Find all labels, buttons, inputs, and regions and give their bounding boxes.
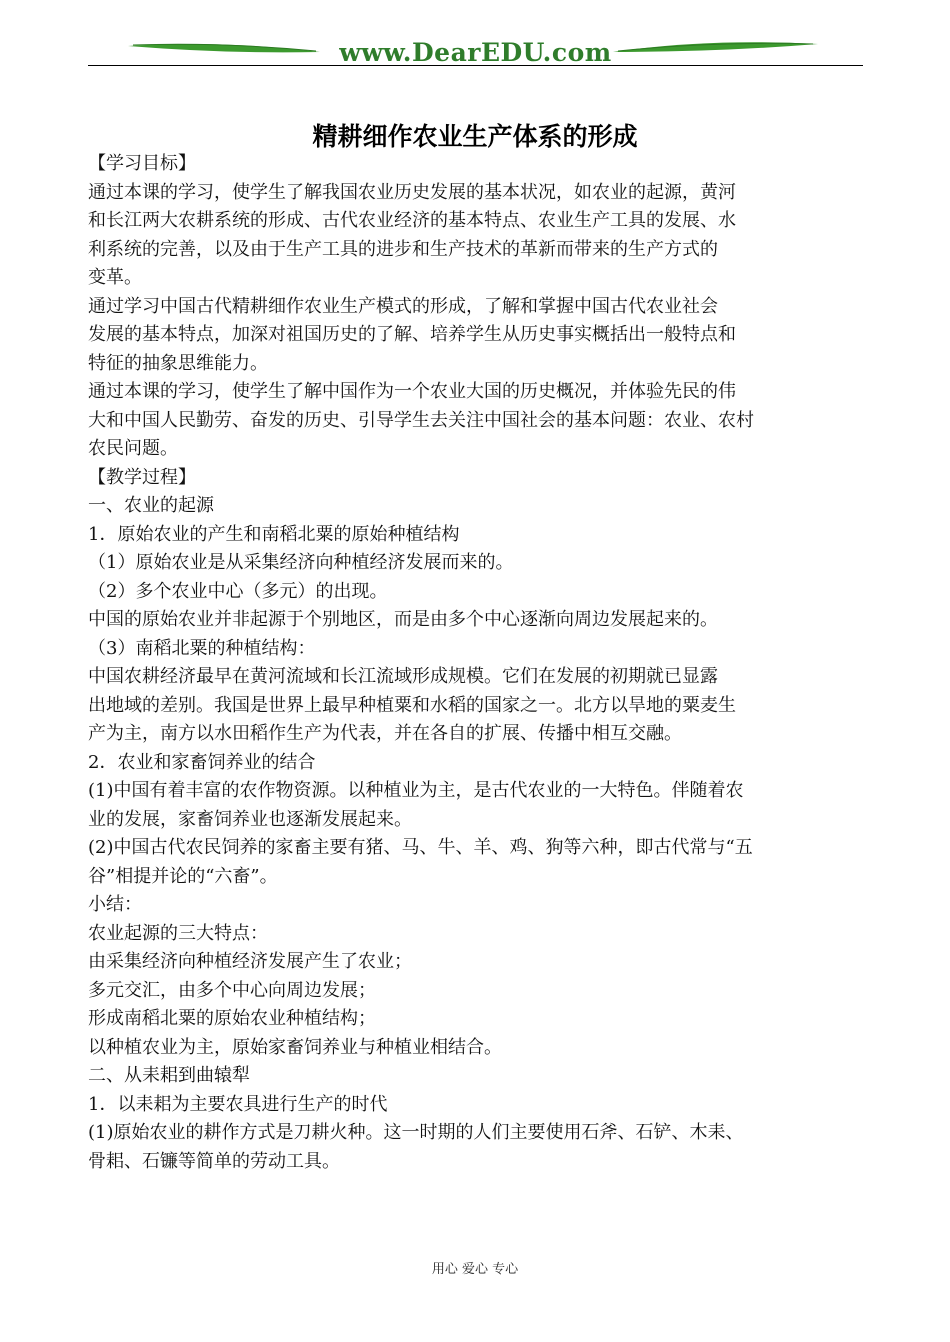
text-line: 大和中国人民勤劳、奋发的历史、引导学生去关注中国社会的基本问题：农业、农村 <box>88 409 754 431</box>
document-title: 精耕细作农业生产体系的形成 <box>312 122 638 151</box>
text-line: 1．以耒耜为主要农具进行生产的时代 <box>88 1093 388 1115</box>
text-line: 农民问题。 <box>88 438 178 459</box>
text-line: 中国的原始农业并非起源于个别地区，而是由多个中心逐渐向周边发展起来的。 <box>88 609 718 630</box>
text-line: 形成南稻北粟的原始农业种植结构； <box>88 1008 376 1029</box>
text-line: 多元交汇，由多个中心向周边发展； <box>88 979 376 1001</box>
text-line: 以种植农业为主，原始家畜饲养业与种植业相结合。 <box>88 1036 502 1058</box>
text-line: 出地域的差别。我国是世界上最早种植粟和水稻的国家之一。北方以旱地的粟麦生 <box>88 694 736 716</box>
text-line: 业的发展，家畜饲养业也逐渐发展起来。 <box>88 808 412 830</box>
text-line: 和长江两大农耕系统的形成、古代农业经济的基本特点、农业生产工具的发展、水 <box>88 210 736 231</box>
text-line: 2．农业和家畜饲养业的结合 <box>88 751 316 773</box>
text-line: (1)中国有着丰富的农作物资源。以种植业为主，是古代农业的一大特色。伴随着农 <box>88 780 744 801</box>
text-line: 特征的抽象思维能力。 <box>88 352 268 374</box>
text-line: 一、农业的起源 <box>88 495 214 516</box>
text-line: 发展的基本特点，加深对祖国历史的了解、培养学生从历史事实概括出一般特点和 <box>88 324 736 345</box>
text-line: 变革。 <box>88 267 142 288</box>
text-line: 中国农耕经济最早在黄河流域和长江流域形成规模。它们在发展的初期就已显露 <box>88 666 718 687</box>
header-divider <box>88 65 863 66</box>
text-line: 通过本课的学习，使学生了解我国农业历史发展的基本状况，如农业的起源，黄河 <box>88 181 736 203</box>
text-line: 由采集经济向种植经济发展产生了农业； <box>88 951 412 972</box>
text-line: （3）南稻北粟的种植结构： <box>88 637 316 659</box>
text-line: (1)原始农业的耕作方式是刀耕火种。这一时期的人们主要使用石斧、石铲、木耒、 <box>88 1122 744 1143</box>
text-line: 骨耜、石镰等简单的劳动工具。 <box>88 1150 340 1172</box>
text-line: 谷”相提并论的“六畜”。 <box>88 865 278 887</box>
text-line: 二、从耒耜到曲辕犁 <box>88 1065 250 1086</box>
text-line: 农业起源的三大特点： <box>88 922 268 944</box>
text-line: 产为主，南方以水田稻作生产为代表，并在各自的扩展、传播中相互交融。 <box>88 723 682 744</box>
page-footer: 用心 爱心 专心 <box>431 1262 519 1277</box>
text-line: 【教学过程】 <box>88 466 196 488</box>
site-header-banner <box>88 30 863 70</box>
text-line: 1．原始农业的产生和南稻北粟的原始种植结构 <box>88 523 460 545</box>
text-line: (2)中国古代农民饲养的家畜主要有猪、马、牛、羊、鸡、狗等六种，即古代常与“五 <box>88 837 753 858</box>
text-line: 通过学习中国古代精耕细作农业生产模式的形成，了解和掌握中国古代农业社会 <box>88 295 718 317</box>
text-line: 通过本课的学习，使学生了解中国作为一个农业大国的历史概况，并体验先民的伟 <box>88 381 736 402</box>
text-line: （2）多个农业中心（多元）的出现。 <box>88 580 388 602</box>
site-logo-text: www.DearEDU.com <box>339 38 612 67</box>
document-body <box>88 150 863 1176</box>
text-line: 利系统的完善，以及由于生产工具的进步和生产技术的革新而带来的生产方式的 <box>88 238 718 260</box>
text-line: 小结： <box>88 894 142 915</box>
text-line: （1）原始农业是从采集经济向种植经济发展而来的。 <box>88 552 514 573</box>
text-line: 【学习目标】 <box>88 153 196 174</box>
